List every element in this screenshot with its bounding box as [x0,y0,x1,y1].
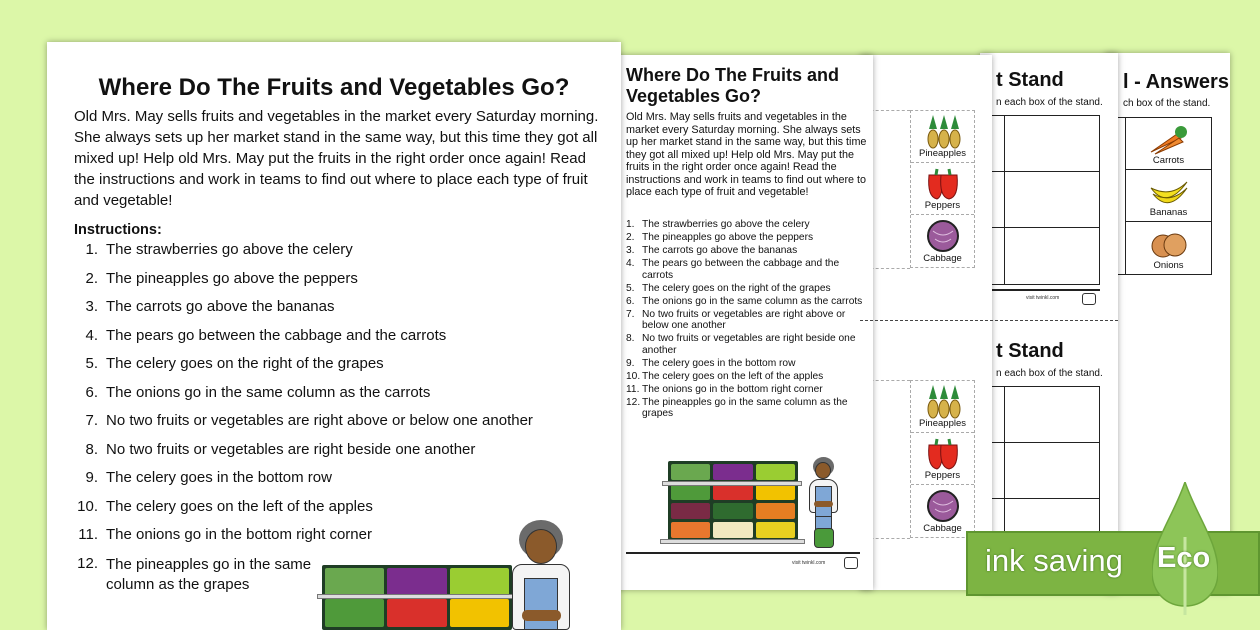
seller-overalls [524,578,559,630]
seller-arms [522,610,561,622]
instruction-number: 8. [626,333,635,344]
instruction-item [74,412,533,441]
cutout-card [911,215,974,267]
seller-arms [814,501,833,507]
instruction-text: The celery goes in the bottom row [106,469,332,486]
instruction-item [74,241,533,270]
instruction-item [74,526,533,555]
instruction-text: No two fruits or vegetables are right beside one another [106,440,476,458]
answer-cell [1125,222,1211,274]
instruction-item [74,384,533,413]
produce-bin [756,464,795,480]
worksheet-copy-intro: Old Mrs. May sells fruits and vegetables in the market every Saturday morning. She always sets up her market stand in the same way, but this time they got all mixed up! Help old Mrs. May put the fruits in the right order once again! Read the instructions and work in teams to find out where to place each type of fruit and vegetable! [626,111,867,198]
instruction-number: 8. [85,440,98,458]
footer-line [992,289,1100,291]
instruction-number: 9. [626,357,635,369]
worksheet-intro: Old Mrs. May sells fruits and vegetables in the market every Saturday morning. She always sets up her market stand in the same way, but this time they got all mixed up! Help old Mrs. May put the fruits in the right order once again! Read the instructions and work in teams to find out where to place each type of fruit and vegetable! [74,108,599,209]
instruction-text: No two fruits or vegetables are right above or below one another [642,308,846,331]
instruction-item [626,232,867,244]
card-label: Peppers [924,200,961,211]
instruction-item [626,397,867,420]
instruction-number: 11. [626,383,640,395]
cutout-card [911,485,974,537]
cutout-card [911,433,974,485]
stand-sheet-title: t Stand [996,69,1064,91]
onion-icon [1147,226,1191,263]
instruction-item [626,309,867,332]
instructions-list-copy [626,219,867,421]
instruction-item [626,333,867,356]
card-label: Peppers [924,470,961,481]
cabbage-icon [923,489,963,526]
instruction-number: 9. [85,469,98,486]
produce-bin [756,503,795,519]
instruction-text: No two fruits or vegetables are right beside one another [642,333,856,356]
pineapple-icon [923,115,963,152]
answers-title: l - Answers [1123,71,1229,93]
cutout-card [911,111,974,163]
instruction-number: 10. [77,497,98,515]
card-label: Cabbage [923,253,962,264]
instruction-text: The onions go in the same column as the carrots [106,383,431,401]
carrot-icon [1147,122,1191,159]
instruction-text: The carrots go above the bananas [642,245,798,256]
instruction-number: 7. [85,412,98,429]
stand-shelf [662,481,802,486]
cut-line [860,320,1118,321]
stand-sheet-page [980,53,1118,593]
instruction-item [626,296,867,308]
instruction-number: 12. [77,554,98,572]
worksheet-front-page [47,42,621,630]
instruction-number: 1. [85,241,98,258]
answers-subtitle: ch box of the stand. [1123,98,1211,109]
twinkl-logo-icon [1082,293,1096,305]
instruction-number: 2. [85,269,98,287]
answer-label: Onions [1153,260,1184,271]
instruction-text: The pears go between the cabbage and the carrots [106,326,447,344]
stand-shelf [660,539,805,544]
card-label: Pineapples [918,418,966,429]
stand-sheet-title: t Stand [996,340,1064,362]
instruction-item [74,327,533,356]
instruction-text: The strawberries go above the celery [642,219,810,230]
produce-bin [671,522,710,538]
instruction-text: The pineapples go in the same column as the grapes [106,555,312,593]
instruction-number: 5. [85,355,98,372]
eco-leaf-icon [1152,482,1218,616]
produce-bin [450,568,509,596]
worksheet-title: Where Do The Fruits and Vegetables Go? [98,74,570,101]
pepper-icon [923,167,963,204]
produce-bin [450,599,509,627]
pineapple-icon [923,385,963,422]
instruction-number: 6. [85,383,98,401]
instruction-item [74,270,533,299]
instruction-item [626,245,867,257]
instruction-text: The carrots go above the bananas [106,298,335,315]
market-stand-illustration [668,461,798,541]
instruction-item [626,384,867,396]
card-label: Cabbage [923,523,962,534]
instruction-number: 7. [626,308,635,320]
produce-bin [713,503,752,519]
answer-label: Carrots [1152,155,1185,166]
instruction-text: The onions go in the bottom right corner [106,526,372,543]
instruction-number: 10. [626,370,641,382]
instruction-item [74,298,533,327]
market-seller-illustration [808,457,844,549]
instruction-item [626,219,867,231]
footer-url: visit twinkl.com [792,560,826,566]
produce-bin [387,599,446,627]
instruction-number: 6. [626,295,635,307]
seller-face [525,529,557,564]
stand-sheet-subtitle: n each box of the stand. [996,97,1103,108]
instruction-item [74,441,533,470]
cutout-cards-bottom [910,380,975,538]
seller-boots [814,528,835,548]
instruction-item [626,283,867,295]
cutout-card [911,163,974,215]
produce-bin [713,522,752,538]
worksheet-copy-title: Where Do The Fruits and Vegetables Go? [626,65,840,106]
stand-grid-top [980,115,1100,285]
produce-bin [325,599,384,627]
card-label: Pineapples [918,148,966,159]
instruction-number: 2. [626,232,635,243]
instruction-text: No two fruits or vegetables are right above or below one another [106,412,533,429]
instruction-item [74,469,533,498]
instructions-list [74,241,533,593]
instruction-number: 11. [78,526,98,543]
eco-label: Eco [1157,542,1211,574]
instruction-item [626,358,867,370]
ink-saving-label: ink saving [985,543,1123,578]
instruction-item [626,258,867,281]
worksheet-copy-page [612,55,873,590]
produce-bin [756,522,795,538]
stand-sheet-subtitle: n each box of the stand. [996,368,1103,379]
instruction-text: The pineapples go above the peppers [106,269,358,287]
instruction-text: The celery goes in the bottom row [642,357,796,369]
market-seller-illustration [510,520,574,630]
instruction-text: The celery goes on the left of the apples [642,370,824,382]
cutout-cards-top [910,110,975,268]
seller-face [815,462,831,479]
produce-bin [671,464,710,480]
answer-cell [1125,118,1211,170]
instruction-item [74,498,533,527]
footer-line [626,552,860,554]
answer-label: Bananas [1149,207,1188,218]
instruction-text: The pineapples go in the same column as the grapes [642,396,848,419]
instruction-item [74,355,533,384]
instruction-number: 3. [85,298,98,315]
instruction-text: The celery goes on the right of the grapes [642,282,831,294]
footer-url: visit twinkl.com [1026,295,1060,301]
cutout-cards-page [860,55,992,590]
instruction-number: 5. [626,282,635,294]
instruction-text: The pears go between the cabbage and the carrots [642,258,840,281]
instruction-text: The onions go in the bottom right corner [642,383,823,395]
instruction-item [626,371,867,383]
instruction-number: 3. [626,245,635,256]
instruction-number: 12. [626,396,641,408]
instruction-text: The celery goes on the right of the grapes [106,355,384,372]
instruction-text: The onions go in the same column as the carrots [642,295,863,307]
stand-shelf [317,594,522,599]
answers-grid [1105,117,1212,275]
produce-bin [713,464,752,480]
cutout-card [911,381,974,433]
instruction-number: 1. [626,219,635,230]
pepper-icon [923,437,963,474]
banana-icon [1147,174,1191,211]
answer-cell [1125,170,1211,222]
instructions-heading: Instructions: [74,222,162,238]
produce-bin [671,503,710,519]
produce-bin [325,568,384,596]
instruction-text: The strawberries go above the celery [106,241,353,258]
twinkl-logo-icon [844,557,858,569]
produce-bin [387,568,446,596]
instruction-text: The celery goes on the left of the apples [106,497,373,515]
instruction-number: 4. [626,258,635,269]
cabbage-icon [923,219,963,256]
instruction-text: The pineapples go above the peppers [642,232,814,243]
instruction-number: 4. [85,326,98,344]
